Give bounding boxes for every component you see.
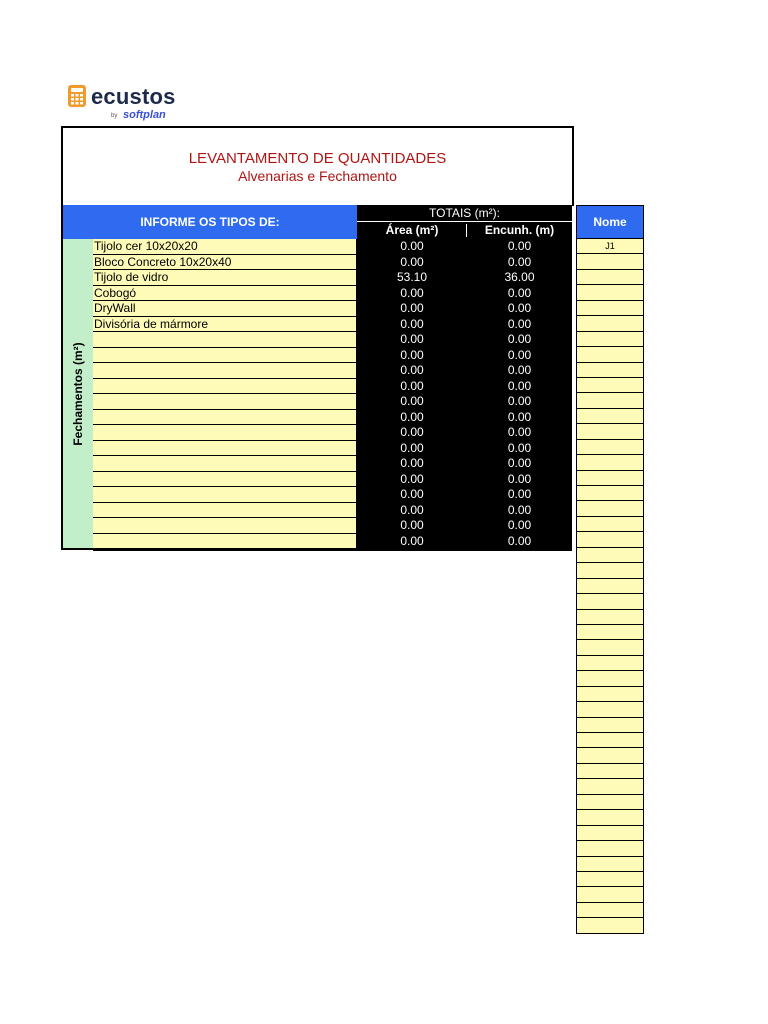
nome-cell[interactable]: [576, 625, 644, 640]
nome-column-header: Nome: [576, 205, 644, 239]
nome-cell[interactable]: [576, 656, 644, 671]
logo-brand: softplan: [123, 109, 166, 121]
area-value-cell: 0.00: [357, 472, 467, 488]
area-value-cell: 0.00: [357, 410, 467, 426]
table-row: [93, 441, 572, 457]
nome-cell[interactable]: [576, 486, 644, 501]
area-value-cell: 0.00: [357, 441, 467, 457]
encunh-value-cell: 0.00: [467, 534, 572, 550]
nome-cell[interactable]: [576, 702, 644, 717]
type-name-cell[interactable]: [93, 487, 357, 503]
area-value-cell: 0.00: [357, 518, 467, 534]
nome-cell[interactable]: [576, 594, 644, 609]
area-value-cell: 0.00: [357, 456, 467, 472]
nome-cell[interactable]: [576, 393, 644, 408]
nome-cell[interactable]: [576, 316, 644, 331]
table-row: [93, 255, 572, 271]
nome-cell[interactable]: [576, 764, 644, 779]
encunh-value-cell: 0.00: [467, 363, 572, 379]
type-name-cell[interactable]: Divisória de mármore: [93, 317, 357, 333]
nome-cell[interactable]: [576, 332, 644, 347]
side-label-text: Fechamentos (m²): [71, 341, 85, 446]
page-title: LEVANTAMENTO DE QUANTIDADES: [188, 150, 447, 167]
type-name-cell[interactable]: DryWall: [93, 301, 357, 317]
type-name-cell[interactable]: [93, 534, 357, 550]
encunh-value-cell: 0.00: [467, 317, 572, 333]
table-row: [93, 456, 572, 472]
nome-cell[interactable]: [576, 532, 644, 547]
nome-cell[interactable]: [576, 501, 644, 516]
table-row: [93, 534, 572, 550]
nome-cell[interactable]: J1: [576, 239, 644, 254]
type-name-cell[interactable]: Tijolo de vidro: [93, 270, 357, 286]
encunh-column-header: Encunh. (m): [484, 223, 555, 237]
nome-cell[interactable]: [576, 872, 644, 887]
nome-cell[interactable]: [576, 563, 644, 578]
logo-name: ecustos: [91, 84, 176, 109]
table-row: [93, 503, 572, 519]
type-name-cell[interactable]: [93, 379, 357, 395]
area-value-cell: 0.00: [357, 534, 467, 550]
type-name-cell[interactable]: [93, 332, 357, 348]
input-types-header: INFORME OS TIPOS DE:: [61, 205, 357, 239]
nome-column: [576, 239, 644, 934]
calculator-icon: [68, 85, 86, 107]
ecustos-logo: [68, 84, 188, 124]
encunh-value-cell: 0.00: [467, 348, 572, 364]
type-name-cell[interactable]: [93, 472, 357, 488]
area-value-cell: 53.10: [357, 270, 467, 286]
table-row: [93, 317, 572, 333]
nome-cell[interactable]: [576, 610, 644, 625]
table-row: [93, 239, 572, 255]
nome-cell[interactable]: [576, 270, 644, 285]
type-name-cell[interactable]: [93, 348, 357, 364]
nome-cell[interactable]: [576, 795, 644, 810]
nome-cell[interactable]: [576, 440, 644, 455]
type-name-cell[interactable]: Tijolo cer 10x20x20: [93, 239, 357, 255]
nome-cell[interactable]: [576, 841, 644, 856]
type-name-cell[interactable]: [93, 456, 357, 472]
nome-cell[interactable]: [576, 378, 644, 393]
encunh-value-cell: 0.00: [467, 487, 572, 503]
table-row: [93, 363, 572, 379]
nome-cell[interactable]: [576, 826, 644, 841]
table-row: [93, 487, 572, 503]
nome-cell[interactable]: [576, 918, 644, 933]
nome-cell[interactable]: [576, 347, 644, 362]
nome-cell[interactable]: [576, 810, 644, 825]
quantities-table: [93, 239, 572, 549]
encunh-value-cell: 0.00: [467, 332, 572, 348]
nome-cell[interactable]: [576, 579, 644, 594]
table-bottom-border: [93, 549, 572, 551]
nome-cell[interactable]: [576, 687, 644, 702]
area-value-cell: 0.00: [357, 363, 467, 379]
area-value-cell: 0.00: [357, 317, 467, 333]
area-value-cell: 0.00: [357, 503, 467, 519]
nome-cell[interactable]: [576, 640, 644, 655]
title-box: [61, 126, 574, 206]
logo-by: by: [111, 113, 118, 119]
area-value-cell: 0.00: [357, 239, 467, 255]
nome-cell[interactable]: [576, 718, 644, 733]
encunh-value-cell: 0.00: [467, 410, 572, 426]
encunh-value-cell: 0.00: [467, 286, 572, 302]
nome-cell[interactable]: [576, 779, 644, 794]
area-value-cell: 0.00: [357, 348, 467, 364]
nome-cell[interactable]: [576, 254, 644, 269]
nome-cell[interactable]: [576, 671, 644, 686]
encunh-value-cell: 0.00: [467, 394, 572, 410]
encunh-value-cell: 0.00: [467, 379, 572, 395]
area-value-cell: 0.00: [357, 487, 467, 503]
nome-cell[interactable]: [576, 455, 644, 470]
area-value-cell: 0.00: [357, 286, 467, 302]
area-value-cell: 0.00: [357, 425, 467, 441]
table-row: [93, 301, 572, 317]
area-value-cell: 0.00: [357, 379, 467, 395]
encunh-value-cell: 0.00: [467, 255, 572, 271]
encunh-value-cell: 0.00: [467, 518, 572, 534]
area-column-header: Área (m²): [385, 223, 439, 237]
table-row: [93, 348, 572, 364]
nome-cell[interactable]: [576, 517, 644, 532]
type-name-cell[interactable]: [93, 394, 357, 410]
area-value-cell: 0.00: [357, 332, 467, 348]
section-side-label: [61, 239, 93, 550]
encunh-value-cell: 0.00: [467, 301, 572, 317]
type-name-cell[interactable]: Cobogó: [93, 286, 357, 302]
type-name-cell[interactable]: [93, 410, 357, 426]
totals-header: [357, 205, 572, 240]
nome-cell[interactable]: [576, 285, 644, 300]
encunh-value-cell: 36.00: [467, 270, 572, 286]
table-row: [93, 286, 572, 302]
nome-cell[interactable]: [576, 471, 644, 486]
area-value-cell: 0.00: [357, 394, 467, 410]
type-name-cell[interactable]: [93, 503, 357, 519]
nome-cell[interactable]: [576, 748, 644, 763]
nome-cell[interactable]: [576, 857, 644, 872]
encunh-value-cell: 0.00: [467, 239, 572, 255]
type-name-cell[interactable]: [93, 518, 357, 534]
type-name-cell[interactable]: [93, 363, 357, 379]
nome-cell[interactable]: [576, 301, 644, 316]
nome-cell[interactable]: [576, 548, 644, 563]
area-value-cell: 0.00: [357, 255, 467, 271]
encunh-value-cell: 0.00: [467, 425, 572, 441]
totals-header-label: TOTAIS (m²):: [357, 205, 572, 222]
type-name-cell[interactable]: [93, 441, 357, 457]
table-row: [93, 410, 572, 426]
page-subtitle: Alvenarias e Fechamento: [238, 168, 397, 184]
encunh-value-cell: 0.00: [467, 503, 572, 519]
table-row: [93, 379, 572, 395]
nome-cell[interactable]: [576, 887, 644, 902]
type-name-cell[interactable]: [93, 425, 357, 441]
table-row: [93, 472, 572, 488]
table-row: [93, 270, 572, 286]
nome-cell[interactable]: [576, 733, 644, 748]
nome-cell[interactable]: [576, 903, 644, 918]
nome-cell[interactable]: [576, 363, 644, 378]
table-row: [93, 332, 572, 348]
nome-cell[interactable]: [576, 409, 644, 424]
table-row: [93, 394, 572, 410]
nome-cell[interactable]: [576, 424, 644, 439]
table-row: [93, 425, 572, 441]
encunh-value-cell: 0.00: [467, 456, 572, 472]
encunh-value-cell: 0.00: [467, 472, 572, 488]
encunh-value-cell: 0.00: [467, 441, 572, 457]
area-value-cell: 0.00: [357, 301, 467, 317]
type-name-cell[interactable]: Bloco Concreto 10x20x40: [93, 255, 357, 271]
table-row: [93, 518, 572, 534]
